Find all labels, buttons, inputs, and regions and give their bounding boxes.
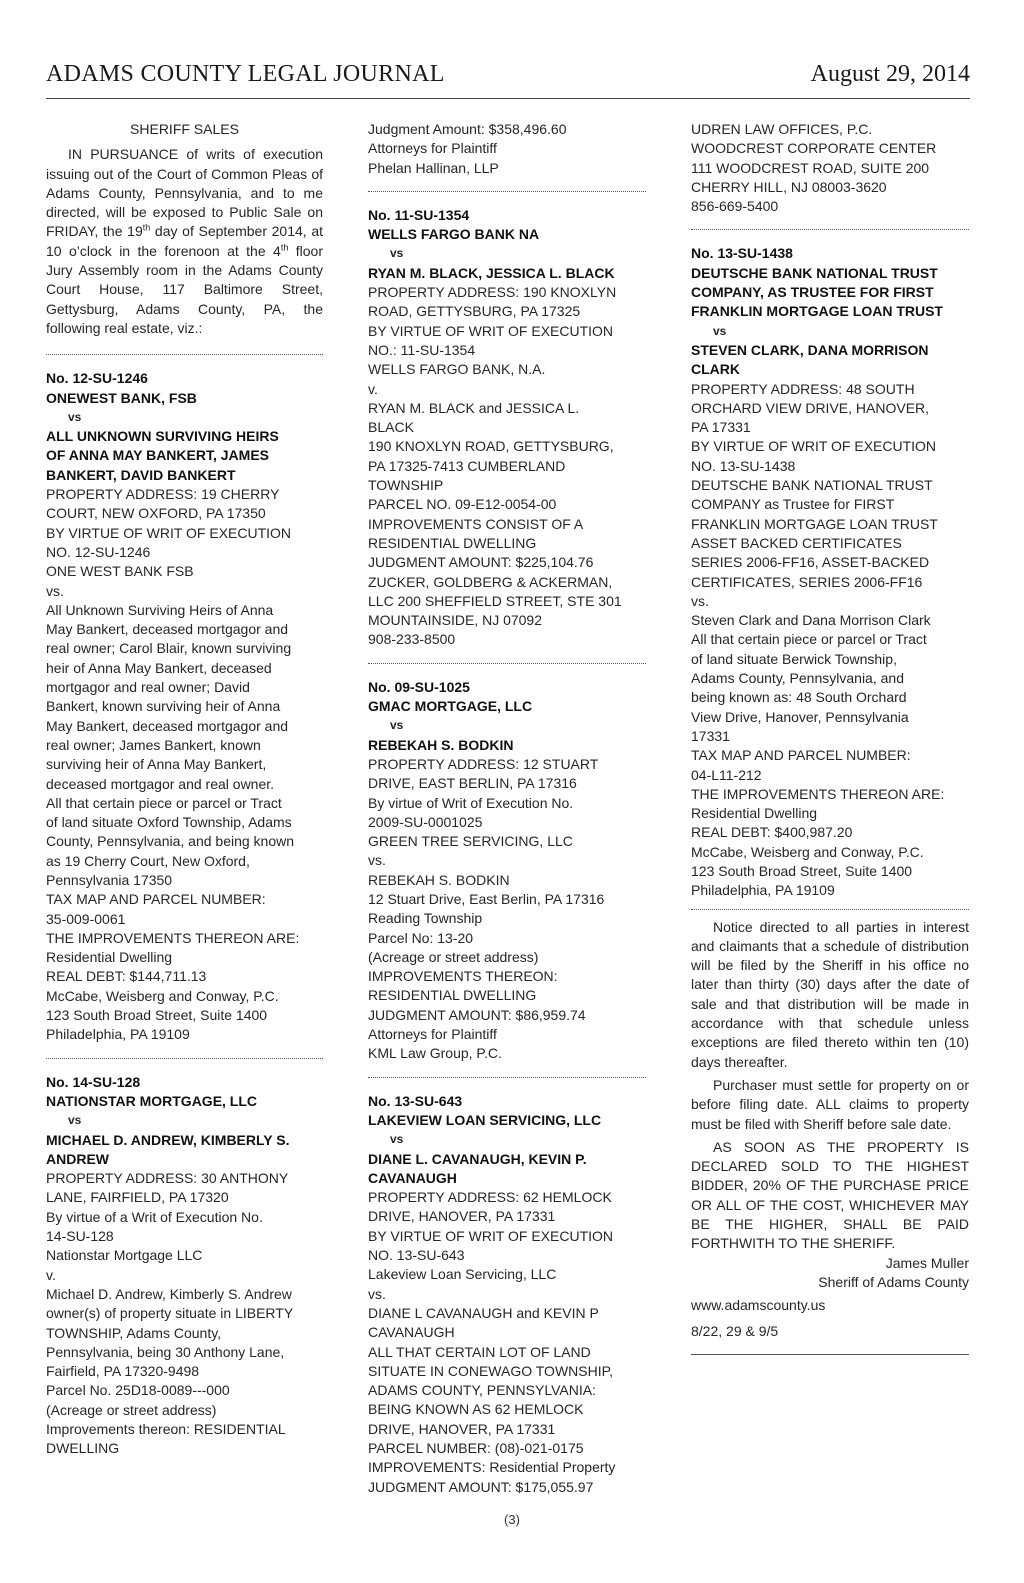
case-number: No. 14-SU-128	[46, 1073, 141, 1090]
listing-line: BLACK	[368, 419, 414, 436]
listing-line: McCabe, Weisberg and Conway, P.C.	[46, 987, 279, 1004]
listing-line: All that certain piece or parcel or Tract	[46, 794, 282, 811]
listing-line: BY VIRTUE OF WRIT OF EXECUTION	[691, 438, 937, 455]
listing-line: UDREN LAW OFFICES, P.C.	[691, 121, 873, 137]
listing-line: vs.	[46, 582, 64, 599]
plaintiff-name: COMPANY, AS TRUSTEE FOR FIRST	[691, 284, 934, 301]
listing-line: MOUNTAINSIDE, NJ 07092	[368, 612, 543, 629]
listing-line: (Acreage or street address)	[368, 948, 539, 965]
sale-listing	[368, 678, 646, 1064]
listing-line: REAL DEBT: $144,711.13	[46, 968, 207, 985]
listing-line: DRIVE, EAST BERLIN, PA 17316	[368, 775, 577, 792]
listing-line: Attorneys for Plaintiff	[368, 1026, 497, 1043]
listing-line: being known as: 48 South Orchard	[691, 689, 907, 706]
ordinal-suffix: th	[280, 242, 289, 253]
plaintiff-name: GMAC MORTGAGE, LLC	[368, 698, 533, 715]
plaintiff-name: WELLS FARGO BANK NA	[368, 226, 540, 243]
versus-label: vs	[390, 246, 404, 261]
plaintiff-name: ONEWEST BANK, FSB	[46, 389, 197, 406]
listing-line: PROPERTY ADDRESS: 190 KNOXLYN	[368, 284, 617, 301]
listing-line: PARCEL NO. 09-E12-0054-00	[368, 496, 557, 513]
listing-line: Residential Dwelling	[691, 805, 818, 822]
column-3	[691, 120, 969, 1355]
separator	[368, 663, 646, 664]
case-number: No. 13-SU-1438	[691, 245, 793, 262]
signature-name: James Muller	[885, 1254, 969, 1271]
listing-line: Attorneys for Plaintiff	[368, 140, 497, 157]
versus-label: vs	[68, 1113, 82, 1128]
listing-line: ONE WEST BANK FSB	[46, 563, 194, 580]
listing-line: 856-669-5400	[691, 198, 779, 215]
listing-line: ADAMS COUNTY, PENNSYLVANIA:	[368, 1382, 596, 1399]
listing-line: TOWNSHIP	[368, 477, 444, 494]
listing-line: PARCEL NUMBER: (08)-021-0175	[368, 1440, 584, 1456]
separator	[691, 909, 969, 910]
listing-line: NO. 13-SU-1438	[691, 457, 796, 474]
listing-line: vs.	[368, 852, 386, 869]
listing-line: 123 South Broad Street, Suite 1400	[691, 862, 913, 879]
listing-line: All that certain piece or parcel or Tract	[691, 631, 927, 648]
listing-line: By virtue of Writ of Execution No.	[368, 794, 574, 811]
column-1	[46, 120, 323, 1459]
listing-line: NO. 13-SU-643	[368, 1247, 465, 1264]
separator	[46, 354, 323, 355]
listing-line: Lakeview Loan Servicing, LLC	[368, 1266, 557, 1283]
page-number: (3)	[504, 1512, 520, 1527]
listing-line: CERTIFICATES, SERIES 2006-FF16	[691, 573, 923, 590]
listing-line: RESIDENTIAL DWELLING	[368, 534, 537, 551]
listing-line: 12 Stuart Drive, East Berlin, PA 17316	[368, 890, 605, 907]
sale-listing	[46, 1073, 323, 1459]
listing-line: BY VIRTUE OF WRIT OF EXECUTION	[368, 322, 614, 339]
versus-label: vs	[68, 409, 82, 424]
listing-line: heir of Anna May Bankert, deceased	[46, 659, 272, 676]
separator	[46, 1058, 323, 1059]
listing-line: McCabe, Weisberg and Conway, P.C.	[691, 843, 924, 860]
listing-line: LANE, FAIRFIELD, PA 17320	[46, 1189, 229, 1206]
listing-line: By virtue of a Writ of Execution No.	[46, 1208, 263, 1225]
journal-title: ADAMS COUNTY LEGAL JOURNAL	[46, 61, 445, 87]
listing-line: THE IMPROVEMENTS THEREON ARE:	[691, 785, 945, 802]
listing-line: DRIVE, HANOVER, PA 17331	[368, 1420, 556, 1437]
listing-line: RESIDENTIAL DWELLING	[368, 987, 537, 1004]
listing-line: THE IMPROVEMENTS THEREON ARE:	[46, 929, 300, 946]
listing-line: surviving heir of Anna May Bankert,	[46, 756, 267, 773]
plaintiff-name: NATIONSTAR MORTGAGE, LLC	[46, 1092, 258, 1109]
defendant-name: DIANE L. CAVANAUGH, KEVIN P.	[368, 1150, 587, 1167]
listing-line: REAL DEBT: $400,987.20	[691, 824, 853, 841]
listing-line: May Bankert, deceased mortgagor and	[46, 621, 289, 638]
listing-line: LLC 200 SHEFFIELD STREET, STE 301	[368, 592, 622, 609]
listing-line: PROPERTY ADDRESS: 62 HEMLOCK	[368, 1189, 612, 1206]
versus-label: vs	[390, 1132, 404, 1147]
listing-line: ZUCKER, GOLDBERG & ACKERMAN,	[368, 573, 613, 590]
listing-line: SITUATE IN CONEWAGO TOWNSHIP,	[368, 1362, 614, 1379]
listing-line: Michael D. Andrew, Kimberly S. Andrew	[46, 1285, 292, 1302]
versus-label: vs	[390, 718, 404, 733]
listing-line: FRANKLIN MORTGAGE LOAN TRUST	[691, 515, 938, 532]
listing-line: JUDGMENT AMOUNT: $225,104.76	[368, 554, 594, 571]
listing-line: PROPERTY ADDRESS: 19 CHERRY	[46, 486, 280, 503]
notice-paragraph-distribution: Notice directed to all parties in interest and claimants that a schedule of distribution will be filed by the Sheriff in his office no later than thirty (30) days after the date of sale and that distribution will be made in accordance with that schedule unless exceptions are filed thereto within ten (10) days thereafter.	[691, 918, 969, 1070]
listing-line: PROPERTY ADDRESS: 12 STUART	[368, 755, 599, 772]
defendant-name: ALL UNKNOWN SURVIVING HEIRS	[46, 428, 279, 445]
listing-line: All Unknown Surviving Heirs of Anna	[46, 601, 274, 618]
sale-listing	[691, 244, 969, 900]
notice-paragraph-settlement: Purchaser must settle for property on or before filing date. ALL claims to property must be filed with Sheriff before sale date.	[691, 1076, 969, 1132]
listing-line: BY VIRTUE OF WRIT OF EXECUTION	[46, 524, 292, 541]
listing-line: Residential Dwelling	[46, 949, 173, 966]
listing-line: 14-SU-128	[46, 1228, 114, 1245]
listing-line: 190 KNOXLYN ROAD, GETTYSBURG,	[368, 438, 614, 455]
defendant-name: CLARK	[691, 361, 740, 378]
listing-line: PA 17325-7413 CUMBERLAND	[368, 457, 566, 474]
listing-line: (Acreage or street address)	[46, 1401, 217, 1418]
listing-line: May Bankert, deceased mortgagor and	[46, 717, 289, 734]
listing-line: COMPANY as Trustee for FIRST	[691, 496, 895, 513]
listing-line: Bankert, known surviving heir of Anna	[46, 698, 281, 715]
listing-line: v.	[46, 1266, 56, 1283]
defendant-name: BANKERT, DAVID BANKERT	[46, 466, 236, 483]
listing-line: Steven Clark and Dana Morrison Clark	[691, 612, 931, 629]
listing-line: IMPROVEMENTS CONSIST OF A	[368, 515, 584, 532]
listing-line: DRIVE, HANOVER, PA 17331	[368, 1208, 556, 1225]
listing-line: Parcel No: 13-20	[368, 929, 474, 946]
intro-paragraph: IN PURSUANCE of writs of execution issuing out of the Court of Common Pleas of Adams County, Pennsylvania, and to me directed, will be exposed to Public Sale on FRIDAY, the 19th day of September 2014, at 10 o’clock in the forenoon at the 4th floor Jury Assembly room in the Adams County Court House, 117 Baltimore Street, Gettysburg, Adams County, PA, the following real estate, viz.:	[46, 146, 324, 336]
listing-line: ALL THAT CERTAIN LOT OF LAND	[368, 1343, 591, 1360]
listing-line: Fairfield, PA 17320-9498	[46, 1363, 200, 1380]
listing-line: Adams County, Pennsylvania, and	[691, 670, 904, 687]
publication-dates: 8/22, 29 & 9/5	[691, 1322, 779, 1339]
listing-line: 123 South Broad Street, Suite 1400	[46, 1007, 268, 1024]
case-number: No. 13-SU-643	[368, 1092, 463, 1109]
listing-line: owner(s) of property situate in LIBERTY	[46, 1305, 294, 1322]
column-2	[368, 120, 646, 1497]
listing-line: ORCHARD VIEW DRIVE, HANOVER,	[691, 399, 930, 416]
plaintiff-name: FRANKLIN MORTGAGE LOAN TRUST	[691, 303, 943, 320]
listing-line: COURT, NEW OXFORD, PA 17350	[46, 505, 266, 522]
listing-line: vs.	[368, 1285, 386, 1302]
sale-listing	[368, 206, 646, 650]
listing-line: DIANE L CAVANAUGH and KEVIN P	[368, 1304, 599, 1321]
listing-line: PA 17331	[691, 419, 751, 436]
listing-line: real owner; Carol Blair, known surviving	[46, 640, 292, 657]
notice-paragraph-payment: AS SOON AS THE PROPERTY IS DECLARED SOLD TO THE HIGHEST BIDDER, 20% OF THE PURCHASE PRICE OR ALL OF THE COST, WHICHEVER MAY BE THE HIGHER, SHALL BE PAID FORTHWITH TO THE SHERIFF.	[691, 1138, 969, 1252]
listing-line: JUDGMENT AMOUNT: $175,055.97	[368, 1478, 594, 1495]
listing-line: Pennsylvania 17350	[46, 871, 173, 888]
listing-line: IMPROVEMENTS: Residential Property	[368, 1459, 616, 1476]
listing-line: PROPERTY ADDRESS: 30 ANTHONY	[46, 1170, 289, 1187]
listing-line: TAX MAP AND PARCEL NUMBER:	[691, 747, 911, 764]
end-rule	[691, 1354, 969, 1355]
listing-line: WOODCREST CORPORATE CENTER	[691, 140, 937, 157]
listing-line: 908-233-8500	[368, 631, 456, 648]
listing-line: real owner; James Bankert, known	[46, 736, 261, 753]
listing-line: TOWNSHIP, Adams County,	[46, 1324, 222, 1341]
listing-line: as 19 Cherry Court, New Oxford,	[46, 852, 250, 869]
listing-line: ASSET BACKED CERTIFICATES	[691, 534, 902, 551]
listing-line: Phelan Hallinan, LLP	[368, 159, 499, 176]
listing-line: Philadelphia, PA 19109	[691, 882, 835, 899]
listing-line: deceased mortgagor and real owner.	[46, 775, 275, 792]
separator	[368, 1077, 646, 1078]
defendant-name: CAVANAUGH	[368, 1169, 457, 1186]
listing-line: 111 WOODCREST ROAD, SUITE 200	[691, 159, 930, 176]
listing-line: Nationstar Mortgage LLC	[46, 1247, 203, 1264]
defendant-name: STEVEN CLARK, DANA MORRISON	[691, 341, 929, 358]
defendant-name: REBEKAH S. BODKIN	[368, 736, 514, 753]
listing-line: v.	[368, 380, 378, 397]
listing-line: CAVANAUGH	[368, 1324, 455, 1341]
issue-date: August 29, 2014	[810, 61, 970, 87]
listing-line: RYAN M. BLACK and JESSICA L.	[368, 399, 580, 416]
col2-cases	[368, 206, 646, 1497]
listing-line: CHERRY HILL, NJ 08003-3620	[691, 178, 887, 195]
listing-line: Judgment Amount: $358,496.60	[368, 121, 567, 137]
listing-line: KML Law Group, P.C.	[368, 1045, 502, 1062]
listing-line: 35-009-0061	[46, 910, 126, 927]
listing-line: SERIES 2006-FF16, ASSET-BACKED	[691, 554, 930, 571]
listing-line: DEUTSCHE BANK NATIONAL TRUST	[691, 477, 933, 494]
listing-line: BY VIRTUE OF WRIT OF EXECUTION	[368, 1227, 614, 1244]
plaintiff-name: LAKEVIEW LOAN SERVICING, LLC	[368, 1111, 602, 1128]
sale-listing	[46, 369, 323, 1044]
col1-cases	[46, 369, 323, 1458]
sale-listing	[368, 1092, 646, 1497]
listing-line: Improvements thereon: RESIDENTIAL	[46, 1421, 286, 1437]
listing-line: GREEN TREE SERVICING, LLC	[368, 833, 573, 850]
listing-line: Parcel No. 25D18-0089---000	[46, 1382, 230, 1399]
listing-line: Philadelphia, PA 19109	[46, 1026, 190, 1043]
case-number: No. 09-SU-1025	[368, 678, 470, 695]
listing-line: 04-L11-212	[691, 766, 762, 783]
separator	[691, 229, 969, 230]
versus-label: vs	[713, 323, 727, 338]
defendant-name: RYAN M. BLACK, JESSICA L. BLACK	[368, 264, 615, 281]
case-number: No. 12-SU-1246	[46, 370, 148, 387]
separator	[368, 191, 646, 192]
defendant-name: ANDREW	[46, 1150, 109, 1167]
ordinal-suffix: th	[142, 222, 151, 233]
listing-line: BEING KNOWN AS 62 HEMLOCK	[368, 1401, 584, 1418]
listing-line: ROAD, GETTYSBURG, PA 17325	[368, 303, 581, 320]
journal-header	[46, 58, 970, 99]
listing-line: TAX MAP AND PARCEL NUMBER:	[46, 891, 266, 908]
listing-line: NO.: 11-SU-1354	[368, 341, 476, 358]
case-number: No. 11-SU-1354	[368, 206, 470, 223]
listing-line: Reading Township	[368, 910, 483, 927]
listing-line: NO. 12-SU-1246	[46, 543, 151, 560]
listing-line: WELLS FARGO BANK, N.A.	[368, 361, 546, 378]
listing-line: JUDGMENT AMOUNT: $86,959.74	[368, 1006, 586, 1023]
listing-line: vs.	[691, 592, 709, 609]
col3-continuation	[691, 120, 969, 216]
listing-line: of land situate Oxford Township, Adams	[46, 814, 292, 831]
defendant-name: MICHAEL D. ANDREW, KIMBERLY S.	[46, 1131, 290, 1148]
listing-line: 2009-SU-0001025	[368, 813, 483, 830]
listing-line: County, Pennsylvania, and being known	[46, 833, 295, 850]
col3-case	[691, 244, 969, 900]
section-heading: SHERIFF SALES	[130, 121, 239, 137]
signature-title: Sheriff of Adams County	[818, 1273, 969, 1290]
listing-line: of land situate Berwick Township,	[691, 650, 897, 667]
col2-continuation	[368, 120, 646, 178]
listing-line: DWELLING	[46, 1440, 120, 1457]
listing-line: 17331	[691, 727, 730, 744]
listing-line: IMPROVEMENTS THEREON:	[368, 968, 558, 985]
listing-line: REBEKAH S. BODKIN	[368, 871, 510, 888]
listing-line: PROPERTY ADDRESS: 48 SOUTH	[691, 380, 915, 397]
defendant-name: OF ANNA MAY BANKERT, JAMES	[46, 447, 269, 464]
listing-line: View Drive, Hanover, Pennsylvania	[691, 708, 909, 725]
website-link[interactable]: www.adamscounty.us	[691, 1297, 826, 1314]
plaintiff-name: DEUTSCHE BANK NATIONAL TRUST	[691, 264, 938, 281]
listing-line: mortgagor and real owner; David	[46, 679, 250, 696]
listing-line: Pennsylvania, being 30 Anthony Lane,	[46, 1343, 285, 1360]
